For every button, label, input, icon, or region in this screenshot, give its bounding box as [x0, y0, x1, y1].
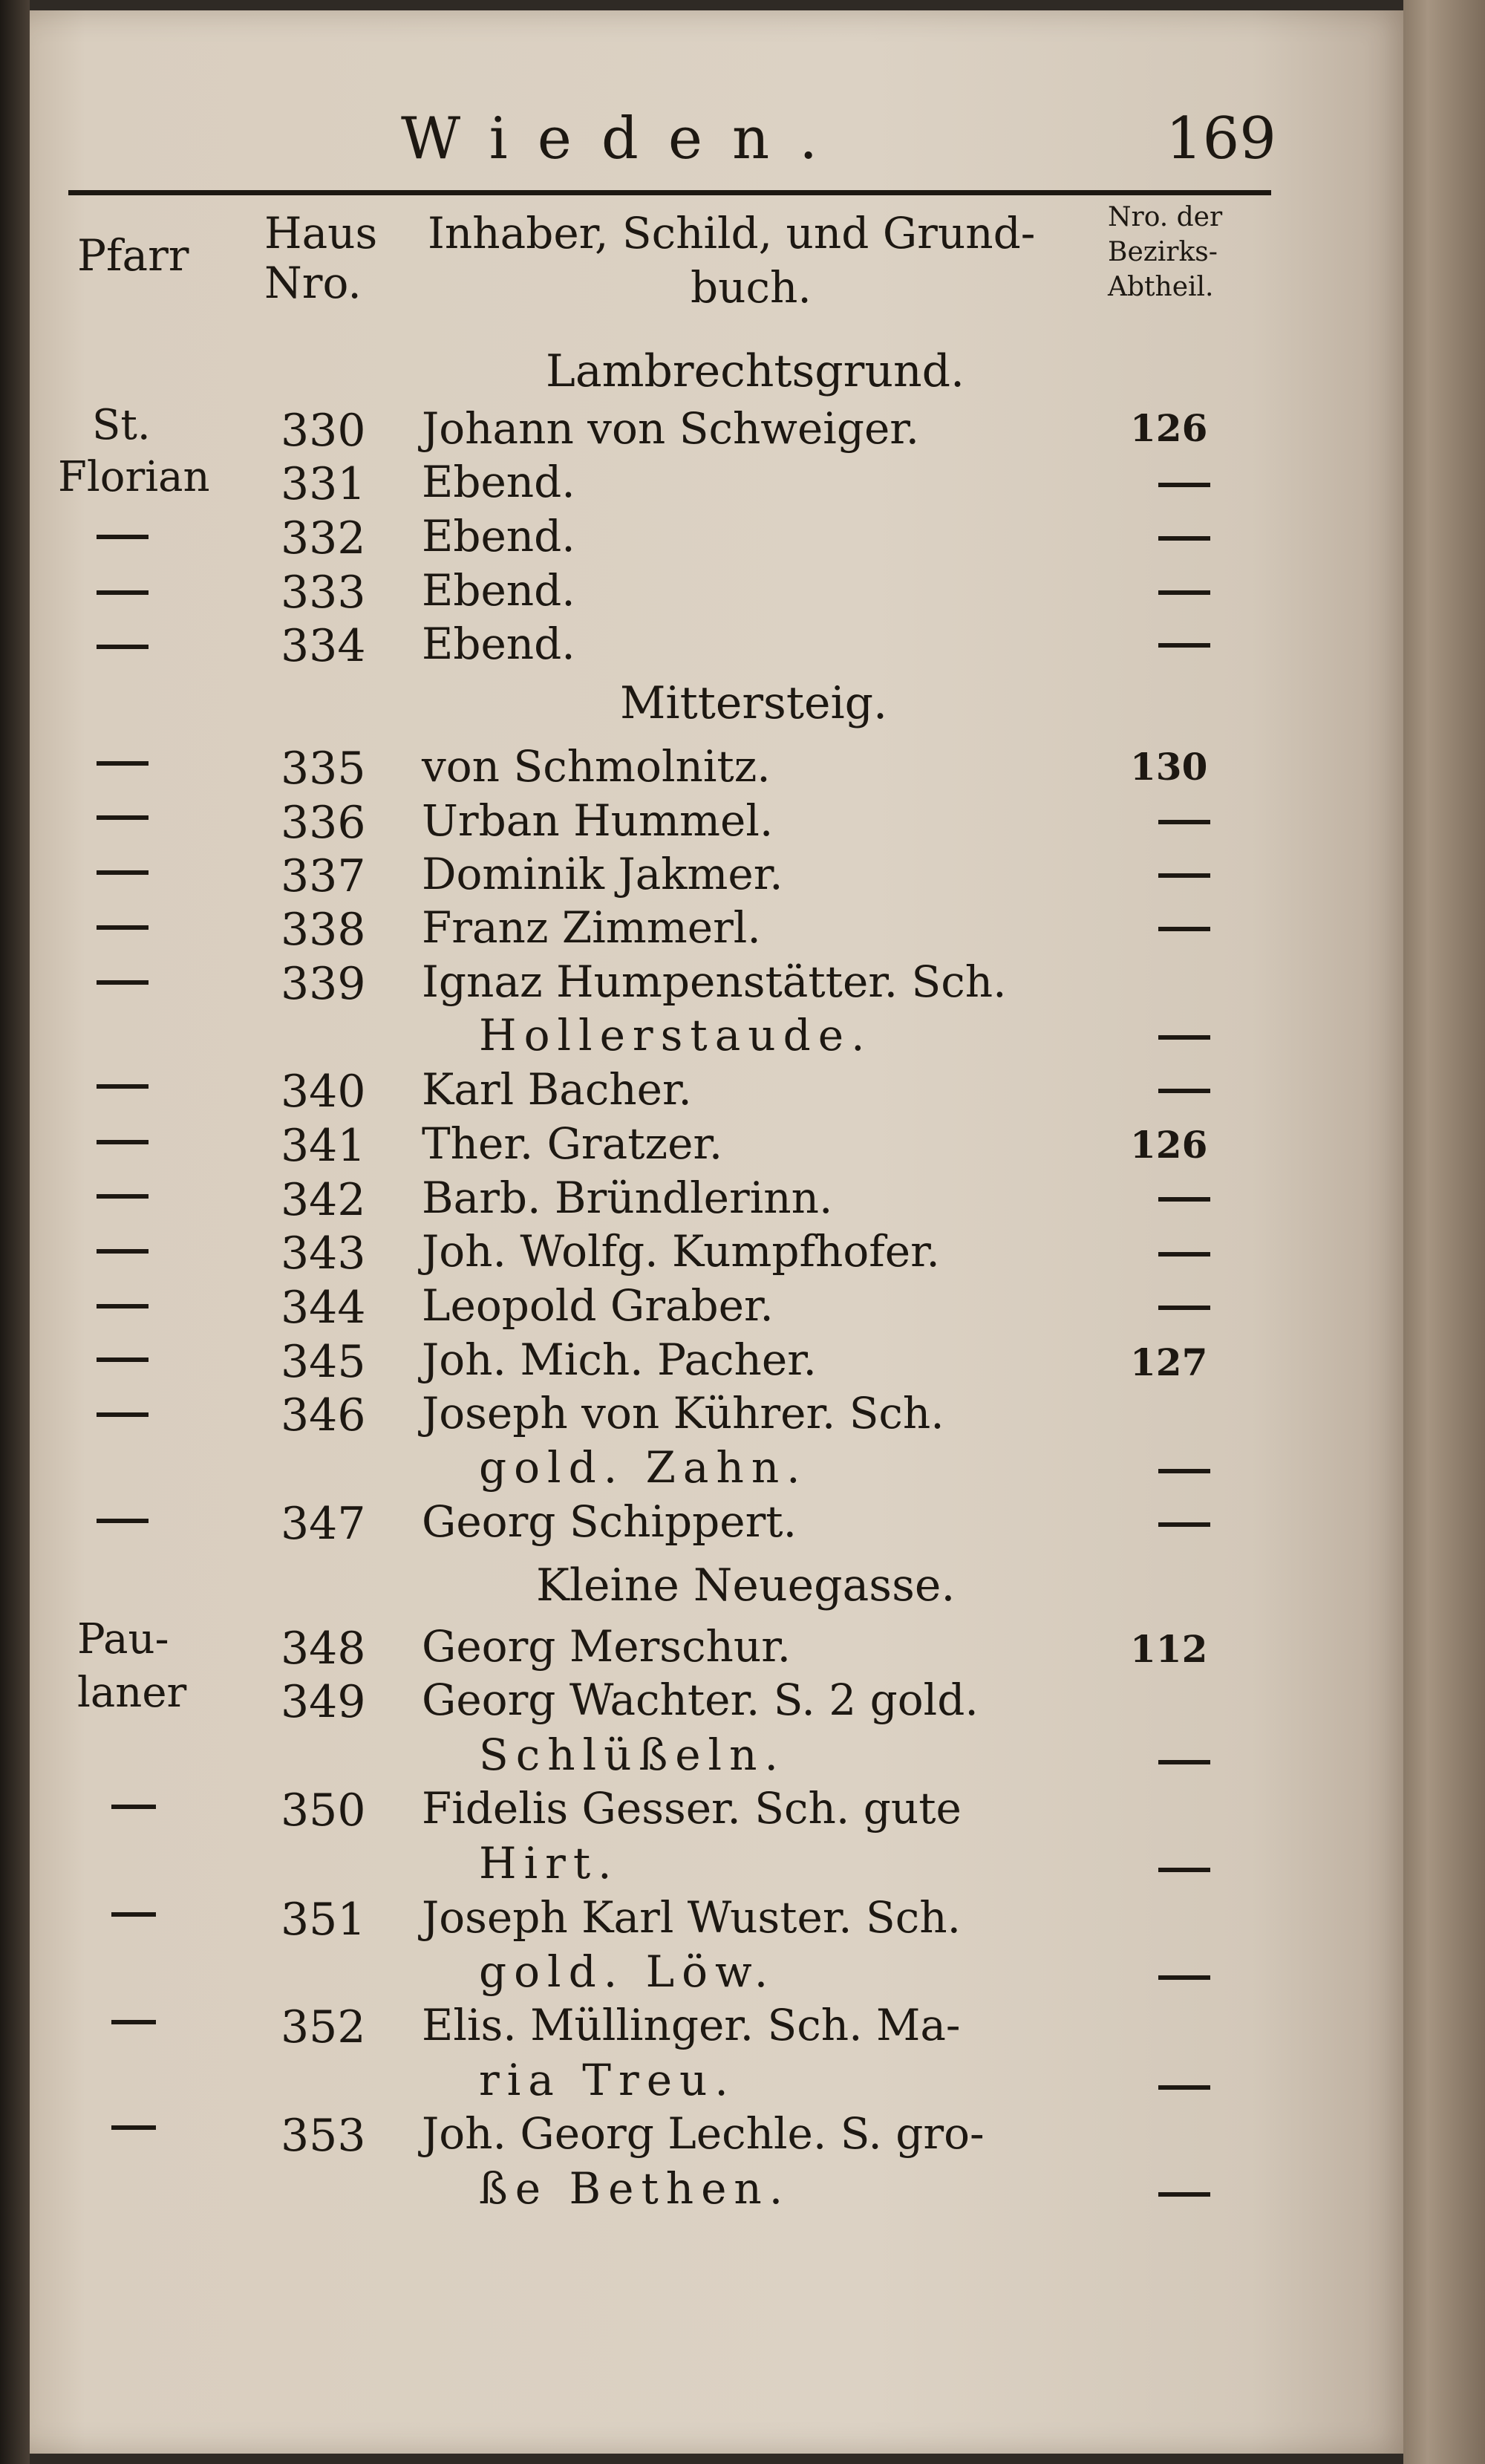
haus-number: 353 [281, 2110, 366, 2162]
column-header-bezirk-line3: Abtheil. [1108, 272, 1214, 302]
inhaber-name: Barb. Bründlerinn. [422, 1173, 833, 1223]
inhaber-name: Dominik Jakmer. [422, 849, 783, 899]
inhaber-name: Joh. Wolfg. Kumpfhofer. [422, 1226, 940, 1277]
bezirk-number: 126 [1130, 1123, 1208, 1167]
haus-number: 344 [281, 1282, 366, 1334]
bezirk-ditto-dash [1158, 1760, 1210, 1764]
haus-number: 339 [281, 958, 366, 1010]
inhaber-continuation: gold. Löw. [479, 1946, 776, 1997]
bezirk-ditto-dash [1158, 483, 1210, 487]
pfarr-ditto-dash [111, 2125, 156, 2130]
inhaber-name: Elis. Müllinger. Sch. Ma- [422, 2000, 961, 2050]
bezirk-ditto-dash [1158, 1197, 1210, 1202]
bezirk-number: 127 [1130, 1340, 1208, 1384]
inhaber-name: Georg Wachter. S. 2 gold. [422, 1675, 979, 1725]
inhaber-name: Ebend. [422, 511, 575, 561]
inhaber-name: Ignaz Humpenstätter. Sch. [422, 956, 1007, 1007]
haus-number: 348 [281, 1623, 366, 1675]
pfarr-ditto-dash [97, 1412, 148, 1417]
bezirk-ditto-dash [1158, 1306, 1210, 1310]
inhaber-continuation: ße Bethen. [479, 2163, 791, 2214]
running-head-title: Wieden. [401, 105, 848, 172]
pfarr-ditto-dash [97, 1519, 148, 1523]
haus-number: 336 [281, 797, 366, 849]
header-rule [68, 190, 1271, 195]
bezirk-ditto-dash [1158, 2085, 1210, 2090]
inhaber-name: Georg Merschur. [422, 1621, 792, 1672]
bezirk-ditto-dash [1158, 1252, 1210, 1257]
inhaber-name: Ebend. [422, 457, 575, 507]
pfarr-ditto-dash [97, 535, 148, 539]
section-heading: Kleine Neuegasse. [536, 1559, 956, 1611]
bezirk-ditto-dash [1158, 820, 1210, 824]
inhaber-name: Leopold Graber. [422, 1280, 774, 1331]
pfarr-ditto-dash [97, 815, 148, 820]
haus-number: 338 [281, 904, 366, 956]
bezirk-ditto-dash [1158, 1975, 1210, 1980]
inhaber-name: Fidelis Gesser. Sch. gute [422, 1783, 962, 1834]
bezirk-number: 130 [1130, 745, 1208, 789]
haus-number: 346 [281, 1389, 366, 1441]
bezirk-ditto-dash [1158, 643, 1210, 648]
haus-number: 349 [281, 1676, 366, 1728]
inhaber-name: Ther. Gratzer. [422, 1118, 723, 1169]
pfarr-ditto-dash [97, 1084, 148, 1089]
pfarr-ditto-dash [111, 1912, 156, 1917]
pfarr-ditto-dash [97, 645, 148, 649]
inhaber-name: Joh. Mich. Pacher. [422, 1334, 817, 1385]
bezirk-ditto-dash [1158, 1035, 1210, 1040]
bezirk-ditto-dash [1158, 1469, 1210, 1473]
haus-number: 352 [281, 2001, 366, 2053]
inhaber-name: Ebend. [422, 619, 575, 669]
pfarr-label: Pau- [77, 1615, 169, 1663]
page-edge [1403, 0, 1485, 2464]
pfarr-ditto-dash [97, 1194, 148, 1199]
column-header-bezirk-line1: Nro. der [1108, 202, 1223, 232]
inhaber-name: Franz Zimmerl. [422, 902, 761, 953]
pfarr-ditto-dash [97, 1358, 148, 1362]
column-header-haus-line2: Nro. [264, 258, 362, 308]
pfarr-ditto-dash [111, 1805, 156, 1809]
haus-number: 342 [281, 1174, 366, 1226]
haus-number: 343 [281, 1228, 366, 1280]
inhaber-continuation: Schlüßeln. [479, 1730, 786, 1780]
pfarr-ditto-dash [97, 761, 148, 766]
haus-number: 331 [281, 458, 366, 510]
inhaber-name: Joseph von Kührer. Sch. [422, 1388, 944, 1438]
haus-number: 334 [281, 620, 366, 672]
inhaber-name: Joh. Georg Lechle. S. gro- [422, 2108, 985, 2159]
inhaber-name: Joseph Karl Wuster. Sch. [422, 1892, 962, 1943]
inhaber-name: Karl Bacher. [422, 1064, 692, 1115]
inhaber-continuation: gold. Zahn. [479, 1442, 808, 1493]
inhaber-continuation: ria Treu. [479, 2055, 736, 2105]
column-header-pfarr: Pfarr [77, 230, 189, 281]
pfarr-ditto-dash [97, 980, 148, 985]
inhaber-continuation: Hirt. [479, 1838, 619, 1888]
haus-number: 350 [281, 1785, 366, 1836]
haus-number: 332 [281, 512, 366, 564]
haus-number: 345 [281, 1336, 366, 1388]
inhaber-name: Urban Hummel. [422, 795, 774, 846]
bezirk-ditto-dash [1158, 1522, 1210, 1527]
haus-number: 333 [281, 567, 366, 619]
pfarr-ditto-dash [97, 870, 148, 875]
pfarr-ditto-dash [97, 1304, 148, 1308]
bezirk-ditto-dash [1158, 590, 1210, 595]
bezirk-ditto-dash [1158, 536, 1210, 541]
bezirk-ditto-dash [1158, 1868, 1210, 1872]
inhaber-continuation: Hollerstaude. [479, 1010, 872, 1060]
haus-number: 330 [281, 405, 366, 457]
book-spine-shadow [0, 0, 30, 2464]
pfarr-label: laner [77, 1669, 187, 1717]
bezirk-ditto-dash [1158, 927, 1210, 931]
haus-number: 351 [281, 1894, 366, 1946]
haus-number: 335 [281, 743, 366, 795]
section-heading: Lambrechtsgrund. [546, 345, 965, 397]
bezirk-ditto-dash [1158, 873, 1210, 878]
pfarr-ditto-dash [97, 590, 148, 595]
pfarr-ditto-dash [97, 1249, 148, 1254]
pfarr-ditto-dash [97, 925, 148, 930]
column-header-haus-line1: Haus [264, 208, 378, 258]
inhaber-name: Ebend. [422, 565, 575, 616]
column-header-inhaber-line2: buch. [691, 262, 812, 313]
inhaber-name: von Schmolnitz. [422, 741, 771, 792]
column-header-bezirk-line2: Bezirks- [1108, 237, 1218, 267]
pfarr-label: Florian [58, 453, 210, 501]
haus-number: 347 [281, 1498, 366, 1550]
haus-number: 341 [281, 1120, 366, 1172]
inhaber-name: Georg Schippert. [422, 1496, 797, 1547]
pfarr-ditto-dash [97, 1140, 148, 1144]
pfarr-ditto-dash [111, 2020, 156, 2024]
page-number: 169 [1166, 105, 1276, 172]
bezirk-number: 126 [1130, 406, 1208, 450]
haus-number: 337 [281, 850, 366, 902]
bezirk-ditto-dash [1158, 1089, 1210, 1093]
column-header-inhaber-line1: Inhaber, Schild, und Grund- [428, 208, 1036, 258]
haus-number: 340 [281, 1066, 366, 1118]
inhaber-name: Johann von Schweiger. [422, 403, 920, 454]
bezirk-number: 112 [1130, 1627, 1208, 1671]
section-heading: Mittersteig. [620, 677, 888, 729]
bezirk-ditto-dash [1158, 2192, 1210, 2197]
pfarr-label: St. [92, 401, 151, 449]
